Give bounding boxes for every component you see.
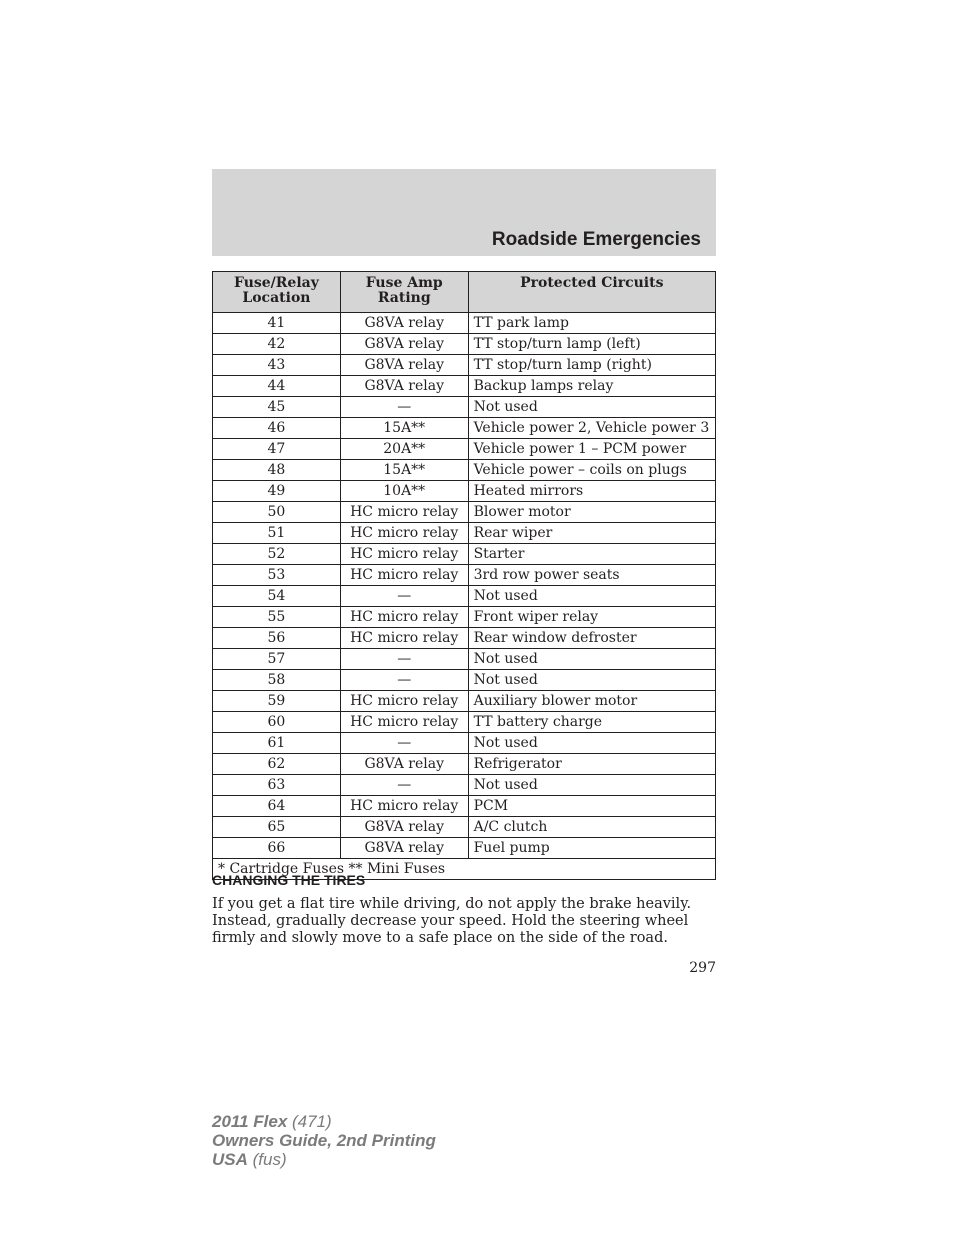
cell-location: 56: [213, 628, 341, 649]
cell-rating: —: [340, 733, 468, 754]
cell-circuit: Starter: [468, 544, 715, 565]
table-row: [213, 670, 716, 691]
cell-circuit: Front wiper relay: [468, 607, 715, 628]
footer-model-code: (471): [287, 1112, 332, 1131]
cell-location: 47: [213, 439, 341, 460]
cell-location: 64: [213, 796, 341, 817]
cell-rating: G8VA relay: [340, 355, 468, 376]
section-heading: CHANGING THE TIRES: [212, 872, 366, 888]
cell-circuit: Heated mirrors: [468, 481, 715, 502]
cell-circuit: A/C clutch: [468, 817, 715, 838]
table-row: [213, 502, 716, 523]
cell-rating: 20A**: [340, 439, 468, 460]
cell-rating: HC micro relay: [340, 712, 468, 733]
cell-location: 48: [213, 460, 341, 481]
column-header-circuits: [468, 272, 715, 313]
table-row: [213, 796, 716, 817]
cell-circuit: Vehicle power 2, Vehicle power 3: [468, 418, 715, 439]
fuse-table: [212, 271, 716, 880]
table-row: [213, 523, 716, 544]
cell-rating: —: [340, 586, 468, 607]
cell-circuit: 3rd row power seats: [468, 565, 715, 586]
table-row: [213, 544, 716, 565]
cell-circuit: Auxiliary blower motor: [468, 691, 715, 712]
cell-circuit: Not used: [468, 670, 715, 691]
cell-rating: —: [340, 670, 468, 691]
cell-rating: —: [340, 775, 468, 796]
cell-location: 42: [213, 334, 341, 355]
table-row: [213, 775, 716, 796]
header-text: Protected Circuits: [520, 275, 664, 291]
footer-line-3: [212, 1150, 436, 1169]
cell-rating: G8VA relay: [340, 817, 468, 838]
table-row: [213, 649, 716, 670]
cell-location: 45: [213, 397, 341, 418]
cell-location: 53: [213, 565, 341, 586]
cell-location: 58: [213, 670, 341, 691]
table-header-row: [213, 272, 716, 313]
cell-rating: HC micro relay: [340, 691, 468, 712]
cell-circuit: Not used: [468, 397, 715, 418]
table-row: [213, 607, 716, 628]
table-row: [213, 754, 716, 775]
cell-circuit: Not used: [468, 649, 715, 670]
table-row: [213, 838, 716, 859]
table-row: [213, 586, 716, 607]
cell-location: 59: [213, 691, 341, 712]
header-text: Fuse/Relay: [234, 275, 319, 291]
cell-rating: HC micro relay: [340, 628, 468, 649]
cell-location: 63: [213, 775, 341, 796]
footer-guide: Owners Guide, 2nd Printing: [212, 1131, 436, 1150]
cell-rating: G8VA relay: [340, 838, 468, 859]
cell-circuit: Backup lamps relay: [468, 376, 715, 397]
header-text: Rating: [377, 290, 431, 306]
cell-location: 62: [213, 754, 341, 775]
cell-circuit: Vehicle power – coils on plugs: [468, 460, 715, 481]
header-text: Fuse Amp: [365, 275, 443, 291]
cell-circuit: TT stop/turn lamp (right): [468, 355, 715, 376]
document-footer: [212, 1112, 436, 1169]
table-row: [213, 628, 716, 649]
table-row: [213, 313, 716, 334]
table-row: [213, 481, 716, 502]
cell-circuit: Vehicle power 1 – PCM power: [468, 439, 715, 460]
column-header-location: [213, 272, 341, 313]
cell-rating: G8VA relay: [340, 334, 468, 355]
table-row: [213, 355, 716, 376]
footer-market-code: (fus): [247, 1150, 287, 1169]
cell-rating: 15A**: [340, 418, 468, 439]
cell-circuit: Not used: [468, 775, 715, 796]
table-row: [213, 817, 716, 838]
cell-location: 50: [213, 502, 341, 523]
cell-circuit: Rear wiper: [468, 523, 715, 544]
table-row: [213, 376, 716, 397]
cell-circuit: TT stop/turn lamp (left): [468, 334, 715, 355]
cell-location: 49: [213, 481, 341, 502]
cell-rating: HC micro relay: [340, 502, 468, 523]
table-row: [213, 334, 716, 355]
cell-location: 54: [213, 586, 341, 607]
cell-rating: HC micro relay: [340, 565, 468, 586]
footer-line-2: [212, 1131, 436, 1150]
cell-circuit: PCM: [468, 796, 715, 817]
cell-location: 65: [213, 817, 341, 838]
cell-circuit: Fuel pump: [468, 838, 715, 859]
table-row: [213, 691, 716, 712]
table-row: [213, 439, 716, 460]
cell-rating: G8VA relay: [340, 376, 468, 397]
footer-line-1: [212, 1112, 436, 1131]
cell-rating: G8VA relay: [340, 313, 468, 334]
cell-location: 61: [213, 733, 341, 754]
table-row: [213, 712, 716, 733]
page-number: 297: [689, 960, 716, 976]
cell-circuit: TT park lamp: [468, 313, 715, 334]
cell-circuit: Not used: [468, 733, 715, 754]
cell-location: 41: [213, 313, 341, 334]
cell-circuit: TT battery charge: [468, 712, 715, 733]
header-band: [212, 169, 716, 256]
cell-rating: —: [340, 397, 468, 418]
cell-rating: G8VA relay: [340, 754, 468, 775]
table-footnote: * Cartridge Fuses ** Mini Fuses: [213, 859, 716, 880]
section-body: If you get a flat tire while driving, do not apply the brake heavily. Instead, gradually decrease your speed. Hold the steering wheel firmly and slowly move to a safe place on the side of the road.: [212, 896, 692, 946]
cell-rating: HC micro relay: [340, 544, 468, 565]
table-row: [213, 397, 716, 418]
cell-location: 57: [213, 649, 341, 670]
cell-location: 55: [213, 607, 341, 628]
table-row: [213, 565, 716, 586]
cell-circuit: Refrigerator: [468, 754, 715, 775]
column-header-rating: [340, 272, 468, 313]
cell-rating: —: [340, 649, 468, 670]
cell-location: 51: [213, 523, 341, 544]
footer-market: USA: [212, 1150, 248, 1169]
cell-rating: HC micro relay: [340, 607, 468, 628]
table-row: [213, 460, 716, 481]
cell-location: 46: [213, 418, 341, 439]
section-title: Roadside Emergencies: [491, 229, 701, 250]
footer-model: 2011 Flex: [212, 1112, 288, 1131]
cell-location: 52: [213, 544, 341, 565]
cell-circuit: Rear window defroster: [468, 628, 715, 649]
cell-location: 60: [213, 712, 341, 733]
table-row: [213, 418, 716, 439]
cell-location: 43: [213, 355, 341, 376]
header-text: Location: [242, 290, 311, 306]
cell-circuit: Blower motor: [468, 502, 715, 523]
table-row: [213, 733, 716, 754]
cell-rating: 10A**: [340, 481, 468, 502]
cell-location: 44: [213, 376, 341, 397]
cell-rating: HC micro relay: [340, 796, 468, 817]
cell-location: 66: [213, 838, 341, 859]
cell-rating: 15A**: [340, 460, 468, 481]
cell-circuit: Not used: [468, 586, 715, 607]
cell-rating: HC micro relay: [340, 523, 468, 544]
